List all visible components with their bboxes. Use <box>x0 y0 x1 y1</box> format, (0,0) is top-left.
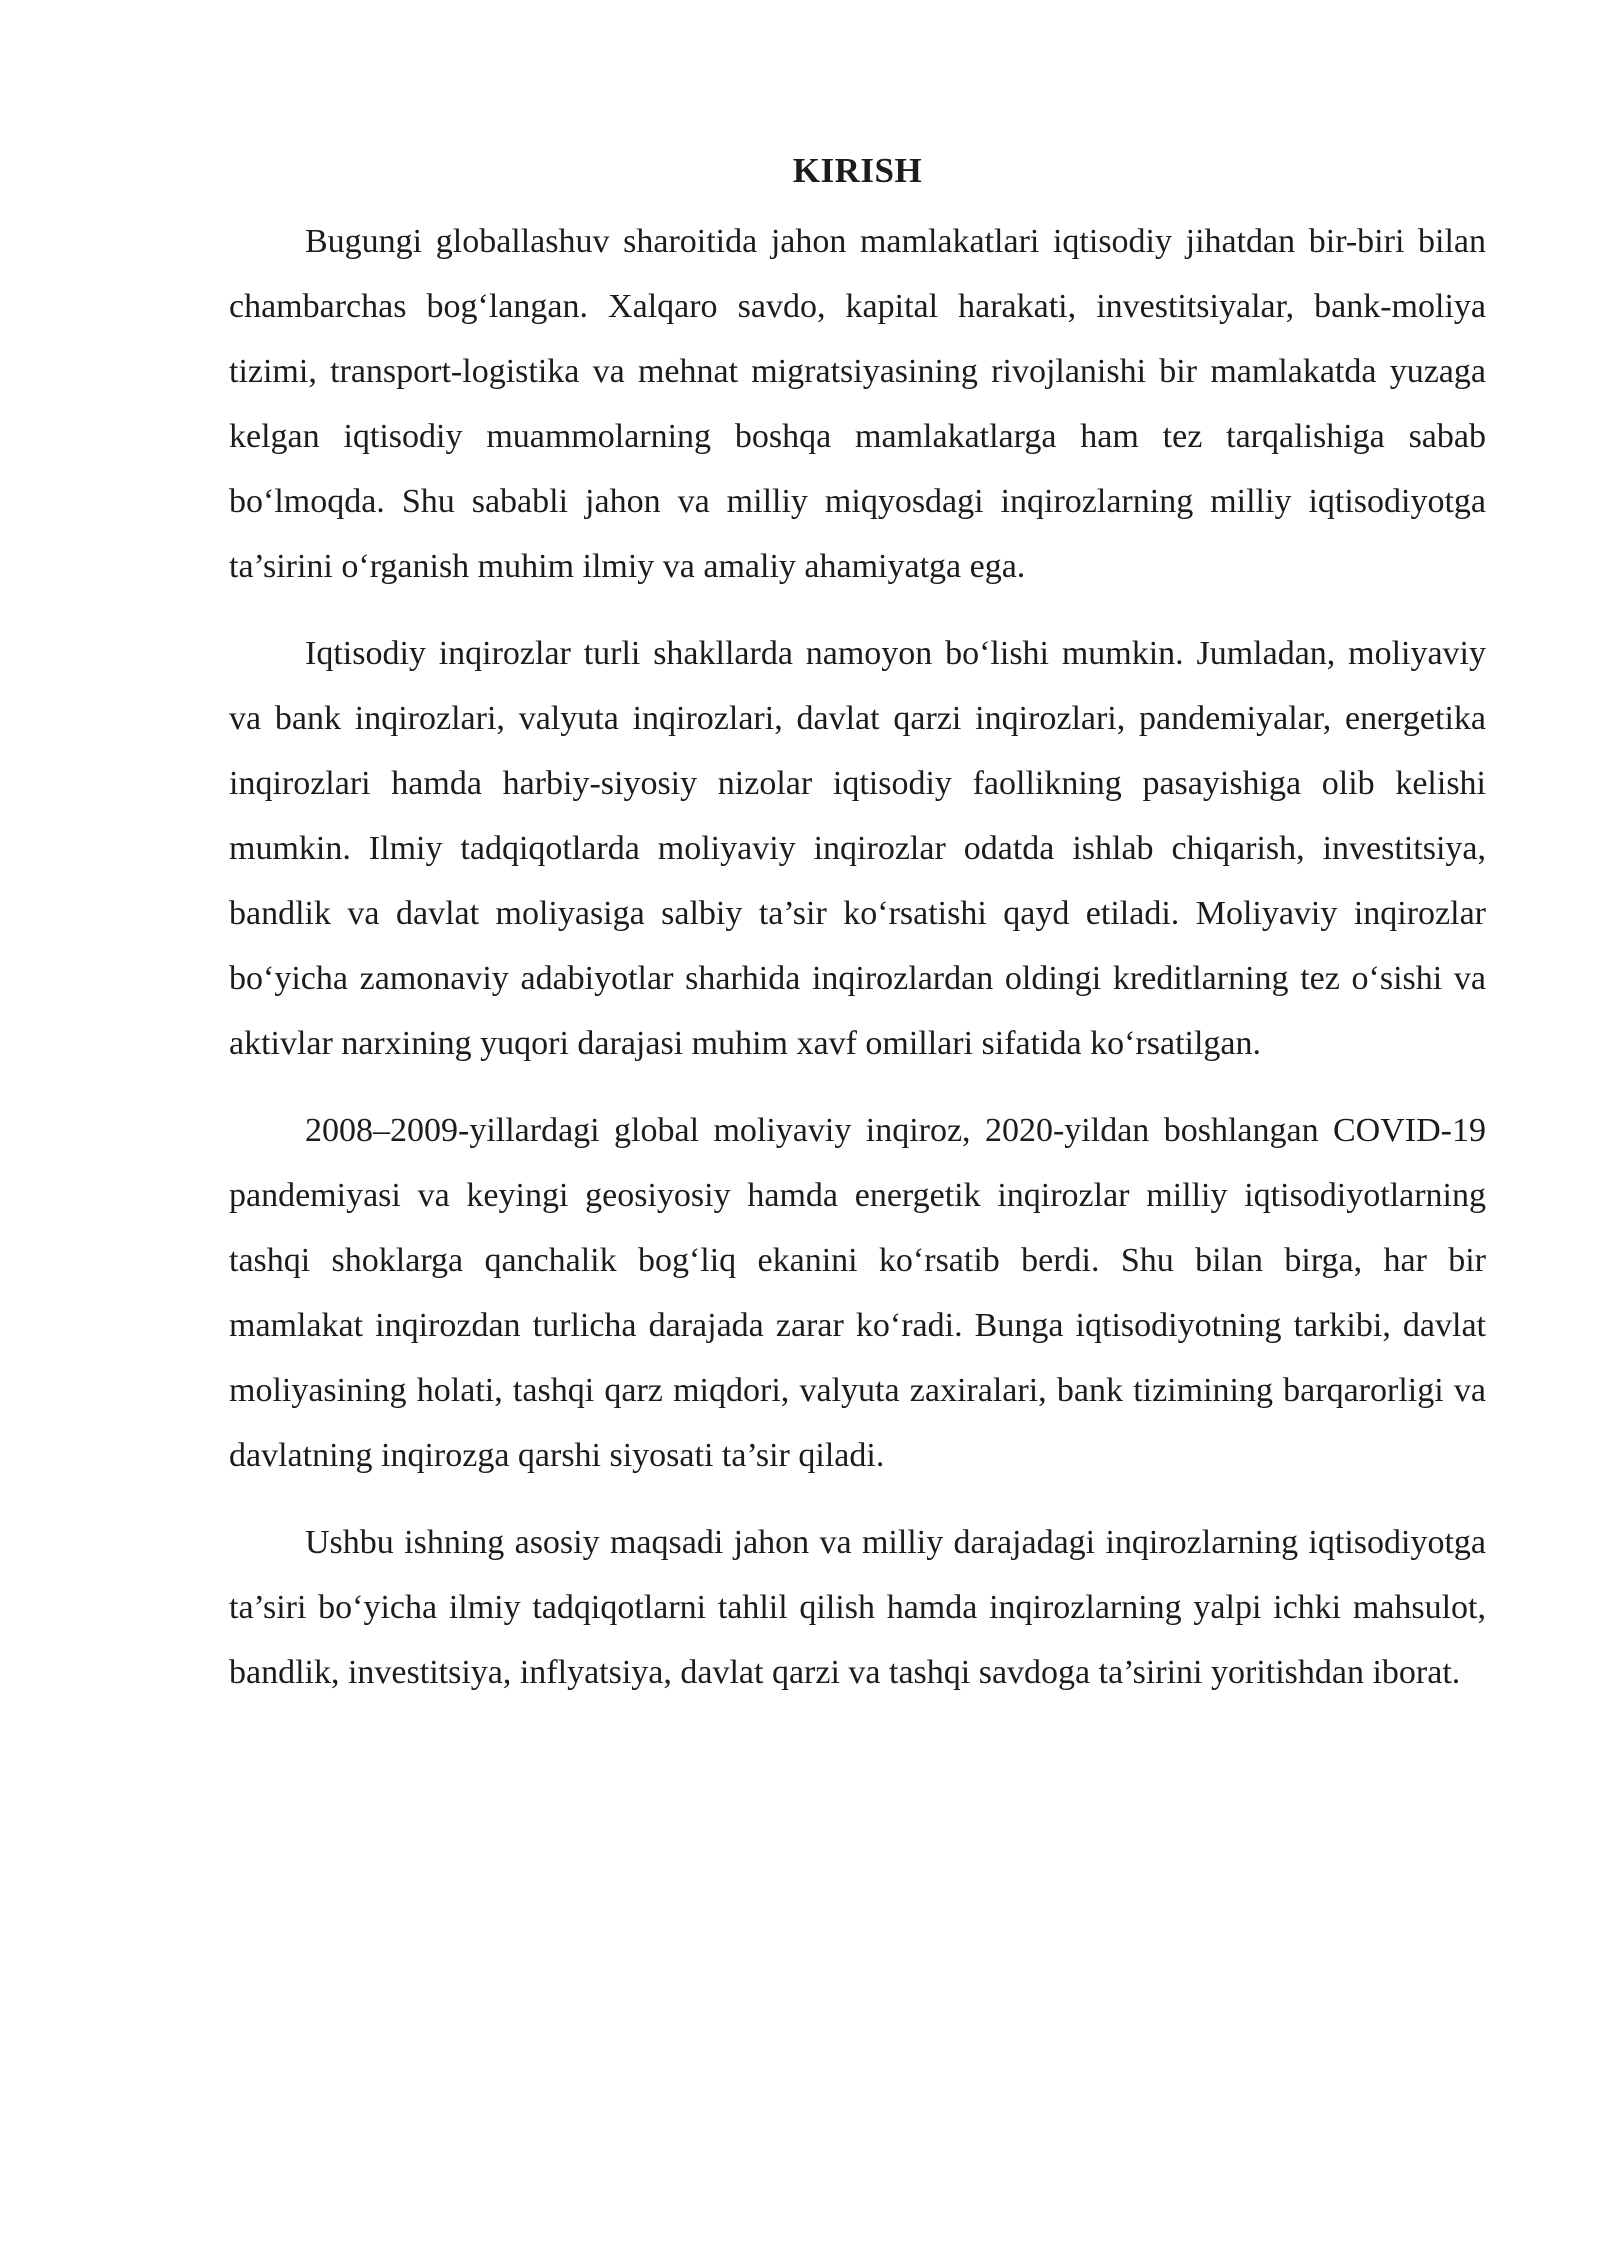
paragraph-2: Iqtisodiy inqirozlar turli shakllarda namoyon bo‘lishi mumkin. Jumladan, moliyaviy va bank inqirozlari, valyuta inqirozlari, davlat qarzi inqirozlari, pandemiyalar, energetika inqirozlari hamda harbiy-siyosiy nizolar iqtisodiy faollikning pasayishiga olib kelishi mumkin. Ilmiy tadqiqotlarda moliyaviy inqirozlar odatda ishlab chiqarish, investitsiya, bandlik va davlat moliyasiga salbiy ta’sir ko‘rsatishi qayd etiladi. Moliyaviy inqirozlar bo‘yicha zamonaviy adabiyotlar sharhida inqirozlardan oldingi kreditlarning tez o‘sishi va aktivlar narxining yuqori darajasi muhim xavf omillari sifatida ko‘rsatilgan. <box>229 635 1486 1062</box>
document-body <box>229 146 1486 1705</box>
paragraph-4: Ushbu ishning asosiy maqsadi jahon va milliy darajadagi inqirozlarning iqtisodiyotga ta’siri bo‘yicha ilmiy tadqiqotlarni tahlil qilish hamda inqirozlarning yalpi ichki mahsulot, bandlik, investitsiya, inflyatsiya, davlat qarzi va tashqi savdoga ta’sirini yoritishdan iborat. <box>229 1524 1486 1691</box>
paragraph-1: Bugungi globallashuv sharoitida jahon mamlakatlari iqtisodiy jihatdan bir-biri bilan chambarchas bog‘langan. Xalqaro savdo, kapital harakati, investitsiyalar, bank-moliya tizimi, transport-logistika va mehnat migratsiyasining rivojlanishi bir mamlakatda yuzaga kelgan iqtisodiy muammolarning boshqa mamlakatlarga ham tez tarqalishiga sabab bo‘lmoqda. Shu sababli jahon va milliy miqyosdagi inqirozlarning milliy iqtisodiyotga ta’sirini o‘rganish muhim ilmiy va amaliy ahamiyatga ega. <box>229 223 1486 585</box>
page-title: KIRISH <box>792 151 923 190</box>
paragraph-3: 2008–2009-yillardagi global moliyaviy inqiroz, 2020-yildan boshlangan COVID-19 pandemiyasi va keyingi geosiyosiy hamda energetik inqirozlar milliy iqtisodiyotlarning tashqi shoklarga qanchalik bog‘liq ekanini ko‘rsatib berdi. Shu bilan birga, har bir mamlakat inqirozdan turlicha darajada zarar ko‘radi. Bunga iqtisodiyotning tarkibi, davlat moliyasining holati, tashqi qarz miqdori, valyuta zaxiralari, bank tizimining barqarorligi va davlatning inqirozga qarshi siyosati ta’sir qiladi. <box>229 1112 1486 1474</box>
